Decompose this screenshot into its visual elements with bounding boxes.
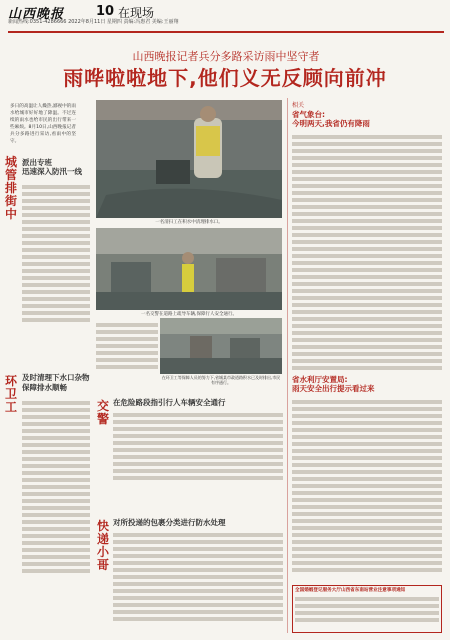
photo-sanitation-worker bbox=[96, 100, 282, 218]
photo1-caption: 一名清扫工在积水中清理排水口。 bbox=[155, 220, 223, 225]
page-number: 10 bbox=[96, 4, 115, 19]
sidebar-notice-box bbox=[292, 585, 442, 633]
sidebar-news1-body bbox=[292, 132, 442, 372]
section-vertical-title-drainage: 环卫工 bbox=[5, 374, 18, 414]
section-title: 在现场 bbox=[118, 6, 155, 20]
main-headline: 雨哗啦啦地下,他们义无反顾向前冲 bbox=[63, 66, 387, 90]
section-subtitle-urban-2: 迅速深入防汛一线 bbox=[22, 167, 82, 176]
masthead-info: 新闻热线:0351-4286666 2022年8月11日 星期四 责编:冯惠君 美编:王丽翔 bbox=[8, 19, 179, 25]
section-body-traffic bbox=[113, 410, 283, 490]
header-rule bbox=[8, 31, 444, 33]
sidebar-news2-title-1: 省水利厅安置局: bbox=[292, 375, 348, 384]
photo2-caption: 一名交警在道路上疏导车辆,保障行人安全通行。 bbox=[141, 312, 237, 317]
photo3-caption: 在环卫工等保障人员的努力下,省城某市政道路积水已及时排出,市民有序通行。 bbox=[161, 375, 281, 385]
section-subtitle-traffic: 在危险路段指引行人车辆安全通行 bbox=[113, 398, 226, 407]
section-body-drainage bbox=[22, 398, 90, 598]
section-subtitle-delivery: 对所投递的包裹分类进行防水处理 bbox=[113, 518, 226, 527]
photo-road-after-rain bbox=[160, 318, 282, 374]
section-body-urban bbox=[22, 182, 90, 352]
sidebar-label: 相关 bbox=[292, 102, 305, 109]
sidebar-news2-body bbox=[292, 397, 442, 582]
sidebar-news1-title-2: 今明两天,我省仍有降雨 bbox=[292, 119, 370, 128]
column-text-mid-left bbox=[96, 320, 158, 372]
photo-traffic-police bbox=[96, 228, 282, 310]
section-vertical-title-urban: 城管排街中 bbox=[5, 155, 18, 221]
masthead bbox=[8, 3, 444, 29]
section-subtitle-urban-1: 派出专班 bbox=[22, 158, 52, 167]
section-vertical-title-delivery: 快递小哥 bbox=[97, 519, 110, 572]
sidebar-divider bbox=[287, 98, 288, 633]
sidebar-notice-title: 全国婚姻登记服务大厅山西省东南站营业注意事项通知 bbox=[295, 588, 406, 593]
kicker-headline: 山西晚报记者兵分多路采访雨中坚守者 bbox=[132, 50, 320, 63]
section-subtitle-drainage-2: 保障排水顺畅 bbox=[22, 383, 67, 392]
newspaper-logo: 山西晚报 bbox=[8, 7, 65, 22]
section-subtitle-drainage-1: 及时清理下水口杂物 bbox=[22, 373, 90, 382]
section-body-delivery bbox=[113, 530, 283, 630]
sidebar-news1-title-1: 省气象台: bbox=[292, 110, 325, 119]
sidebar-news2-title-2: 雨天安全出行提示看过来 bbox=[292, 384, 375, 393]
intro-paragraph: 多日的高温让人燥热,鄙视中的雨水给城市好好地了降温。不过连续的雨水也给市民的出行带来一些麻烦。8月10日,山西晚报记者兵分多路进行采访,看雨中的坚守。 bbox=[10, 104, 76, 143]
section-vertical-title-traffic: 交警 bbox=[97, 399, 110, 426]
